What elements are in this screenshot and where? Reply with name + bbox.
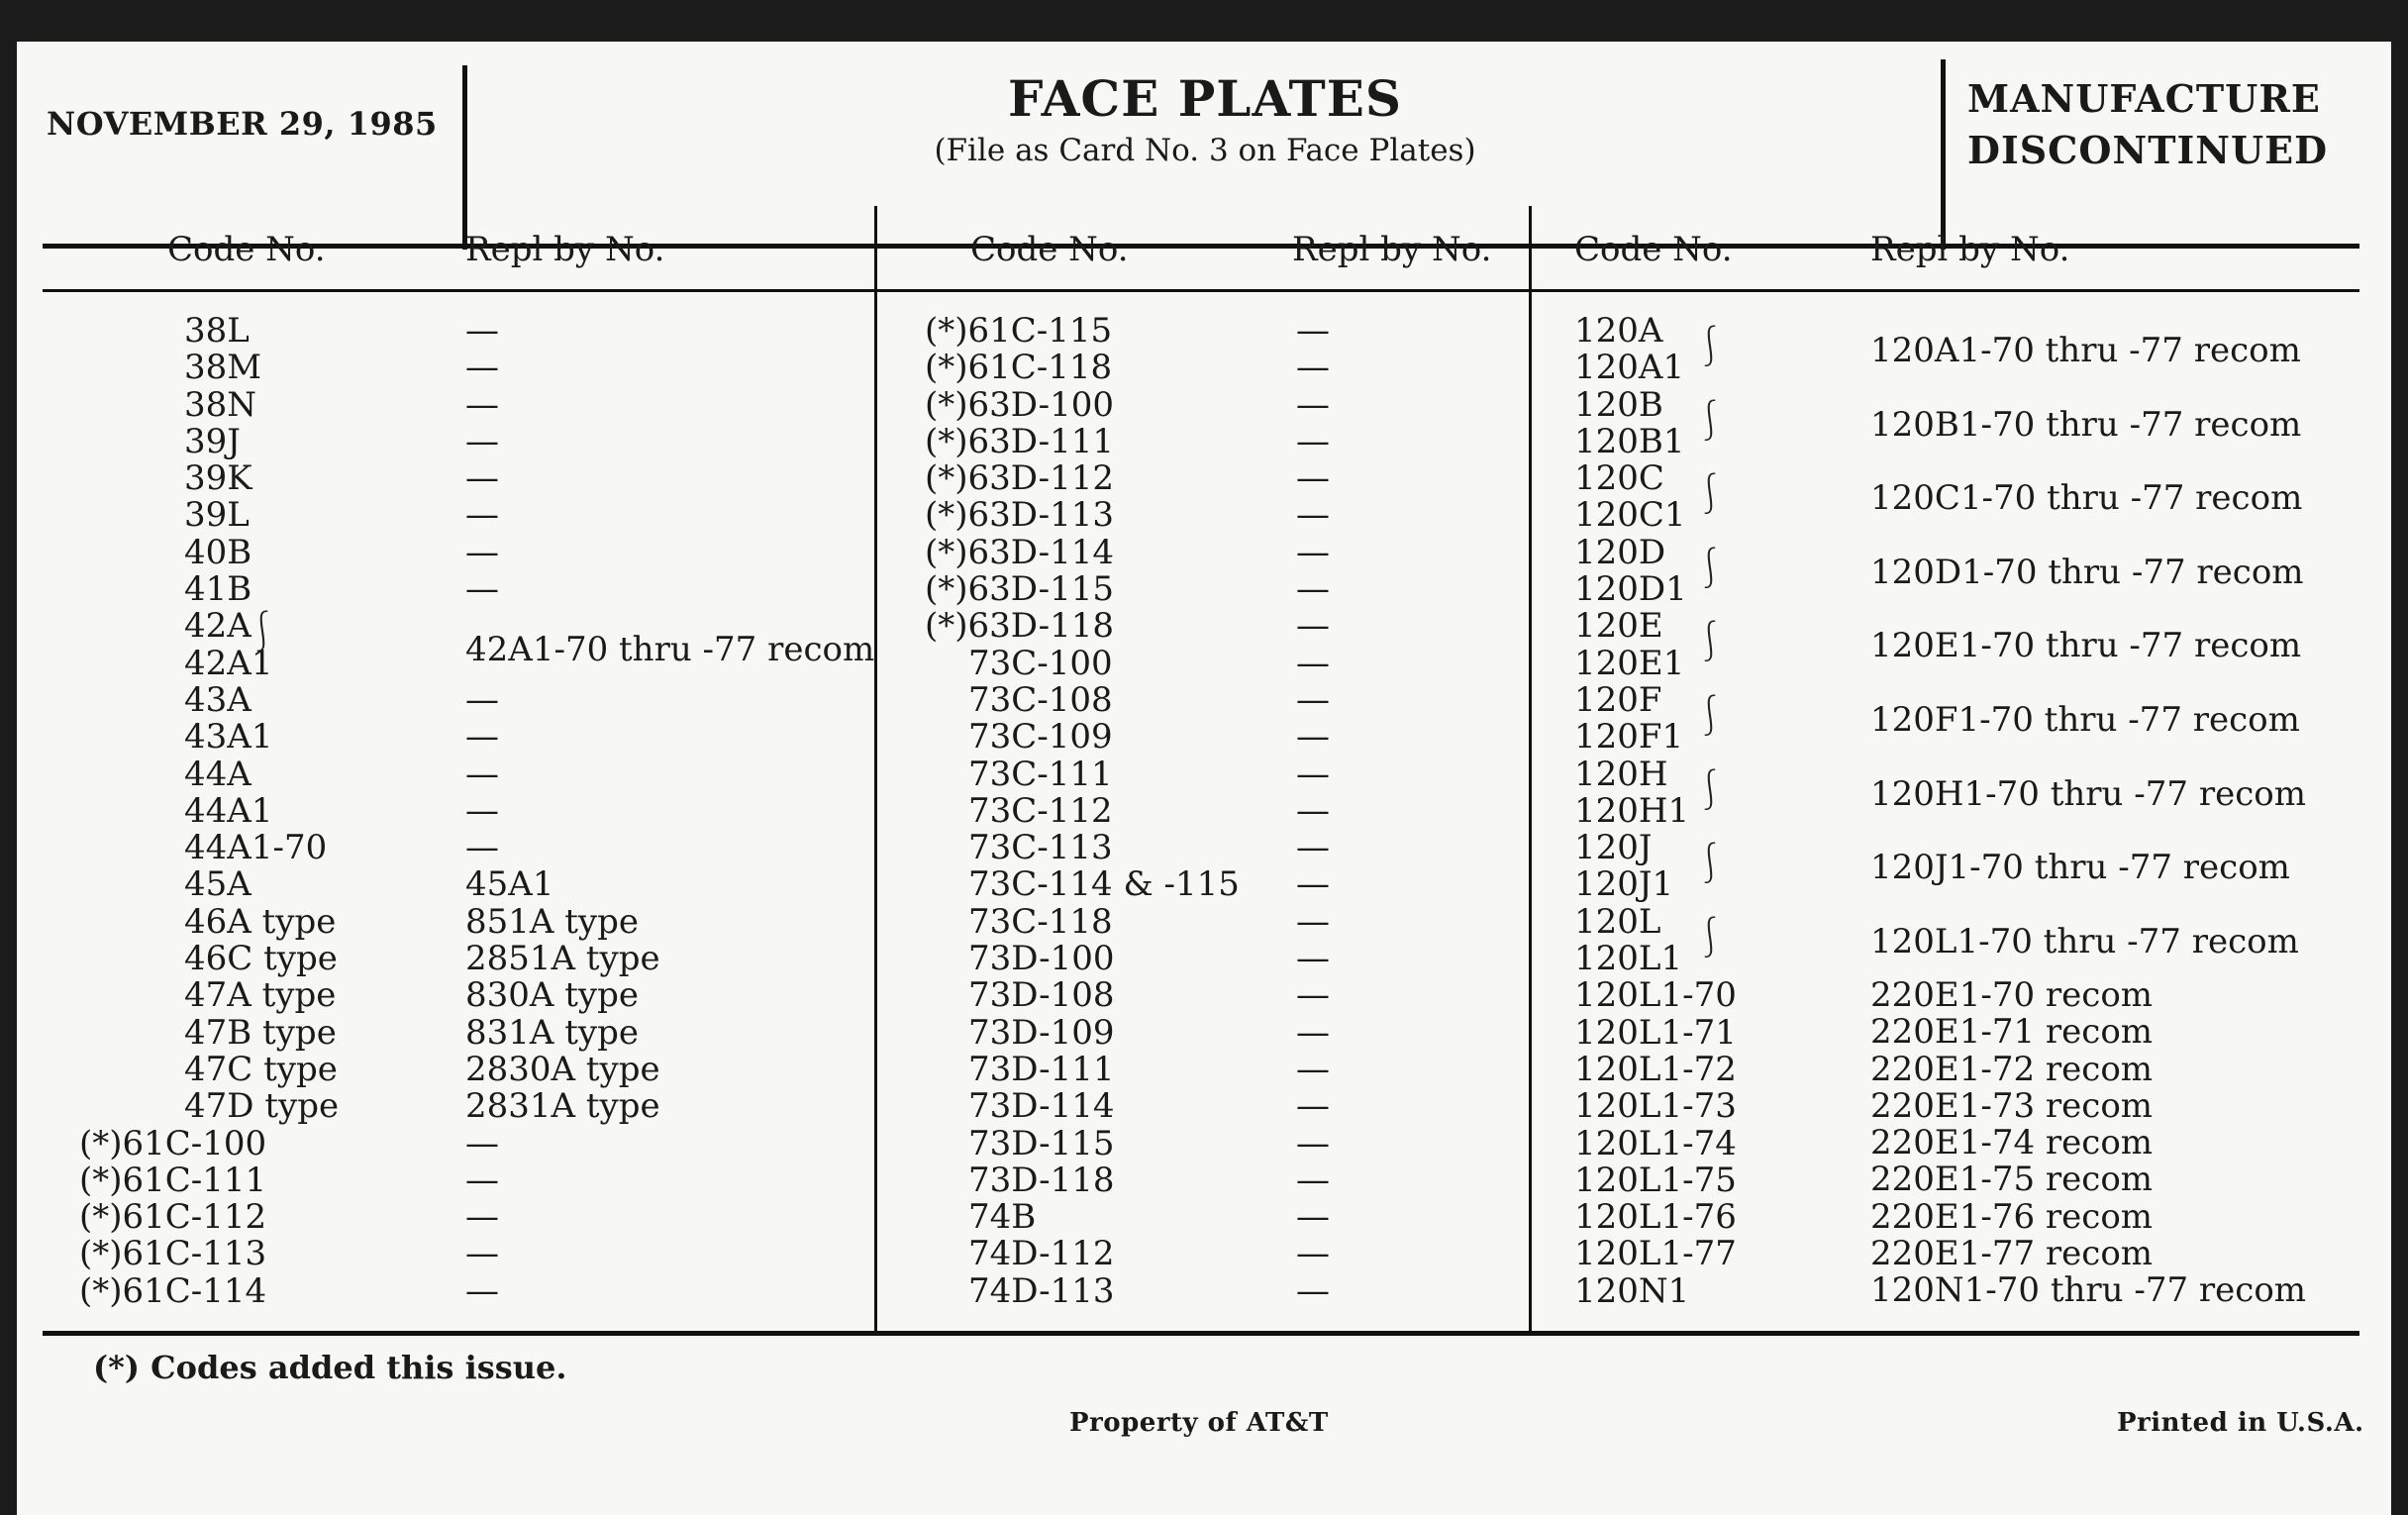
table-cell-repl: — (465, 569, 499, 610)
table-cell-code: 120L1 (1574, 939, 1683, 979)
table-cell-repl: 2831A type (465, 1086, 660, 1127)
table-cell-code: 120L1-76 (1574, 1197, 1737, 1238)
table-cell-repl: — (1296, 828, 1330, 868)
table-cell-repl: — (1296, 458, 1330, 499)
table-cell-code: 73C-100 (968, 643, 1113, 683)
table-cell-code: (*)63D-114 (925, 532, 1115, 572)
table-cell-repl: — (1296, 606, 1330, 647)
table-cell-code: 120E1 (1574, 643, 1685, 683)
table-cell-code: 39J (184, 421, 241, 461)
table-cell-group-repl: 120J1-70 thru -77 recom (1870, 848, 2290, 888)
table-cell-code: (*)63D-112 (925, 458, 1115, 499)
table-cell-repl: 120N1-70 thru -77 recom (1870, 1270, 2307, 1311)
table1-group-repl: 42A1-70 thru -77 recom (465, 630, 875, 669)
table-cell-code: 120L1-72 (1574, 1049, 1737, 1089)
table-cell-code: 46C type (184, 939, 338, 979)
property-notice: Property of AT&T (1069, 1408, 1329, 1438)
table-cell-repl: — (1296, 1012, 1330, 1053)
table-cell-repl: 830A type (465, 975, 640, 1016)
col2-code-header: Code No. (970, 230, 1129, 269)
table-cell-code: 120B (1574, 384, 1663, 425)
brace-icon: ⎰ (1696, 766, 1724, 813)
table-cell-code: 74D-112 (968, 1234, 1115, 1274)
table-cell-repl: — (465, 828, 499, 868)
table-cell-repl: — (1296, 569, 1330, 610)
table-cell-repl: — (1296, 679, 1330, 720)
table-cell-code: 73C-118 (968, 901, 1113, 942)
table-cell-code: (*)63D-111 (925, 421, 1115, 461)
table-cell-group-repl: 120C1-70 thru -77 recom (1870, 478, 2303, 519)
table-cell-repl: — (1296, 532, 1330, 572)
table3-repl-list (1870, 977, 2306, 1310)
table-cell-repl: — (465, 421, 499, 461)
table-cell-code: 120L (1574, 901, 1661, 942)
table-cell-repl: — (1296, 1160, 1330, 1200)
table-cell-repl: — (465, 1270, 499, 1311)
table-cell-code: 73D-109 (968, 1012, 1115, 1053)
table-cell-code: (*)61C-100 (79, 1123, 267, 1163)
col1-code-header: Code No. (167, 230, 326, 269)
table-cell-repl: 220E1-75 recom (1870, 1160, 2154, 1200)
table-cell-code: 73D-100 (968, 939, 1115, 979)
table-cell-repl: — (465, 384, 499, 425)
table-cell-code: (*)61C-115 (925, 311, 1113, 351)
table-cell-repl: — (1296, 1123, 1330, 1163)
table-cell-code: 120B1 (1574, 421, 1685, 461)
table-cell-code: 120D1 (1574, 569, 1687, 610)
table-cell-repl: — (1296, 311, 1330, 351)
table-cell-code: 47A type (184, 975, 337, 1016)
table-cell-code: 120J (1574, 828, 1653, 868)
brace-icon: ⎰ (1696, 693, 1724, 739)
brace-icon: ⎰ (1696, 914, 1724, 960)
table-cell-repl: 45A1 (465, 864, 554, 905)
table-cell-code: (*)63D-118 (925, 606, 1115, 647)
table-cell-repl: — (1296, 643, 1330, 683)
col3-code-header: Code No. (1574, 230, 1733, 269)
table-cell-code: 41B (184, 569, 252, 610)
table-cell-group-repl: 120F1-70 thru -77 recom (1870, 700, 2300, 740)
table-cell-repl: — (465, 311, 499, 351)
table-cell-repl: 220E1-77 recom (1870, 1234, 2154, 1274)
table-cell-code: 74B (968, 1197, 1037, 1238)
table-cell-repl: — (465, 1123, 499, 1163)
table-cell-repl: — (1296, 348, 1330, 388)
table-cell-repl: — (1296, 864, 1330, 905)
table-cell-repl: — (1296, 1197, 1330, 1238)
table-cell-repl: — (465, 790, 499, 831)
table-cell-code: 73D-108 (968, 975, 1115, 1016)
table-cell-code: 40B (184, 532, 252, 572)
table-cell-code: 120E (1574, 606, 1663, 647)
table-cell-code: 120L1-71 (1574, 1012, 1737, 1053)
table-cell-repl: — (1296, 1234, 1330, 1274)
table-cell-repl: — (1296, 384, 1330, 425)
table1-repl-list (465, 313, 660, 1310)
table-cell-code: 73D-111 (968, 1049, 1115, 1089)
col1-repl-header: Repl by No. (465, 230, 665, 269)
table-cell-repl: — (465, 679, 499, 720)
table-cell-code: 120L1-77 (1574, 1234, 1737, 1274)
table-cell-code: 120L1-75 (1574, 1160, 1737, 1200)
table-cell-code: (*)61C-111 (79, 1160, 267, 1200)
catalog-card (17, 42, 2391, 1515)
table-cell-repl: — (465, 495, 499, 536)
brace-icon: ⎰ (249, 609, 276, 655)
table-cell-code: 73D-115 (968, 1123, 1115, 1163)
table-cell-repl: — (465, 1234, 499, 1274)
table-cell-code: 120A1 (1574, 348, 1685, 388)
table-cell-repl: — (1296, 1049, 1330, 1089)
table-cell-code: 120F (1574, 679, 1662, 720)
table-cell-group-repl: 120B1-70 thru -77 recom (1870, 404, 2302, 445)
table-cell-code: 43A1 (184, 717, 273, 758)
header-divider-right (1941, 59, 1946, 250)
table-cell-code: 73C-114 & -115 (968, 864, 1240, 905)
table-divider-1 (874, 206, 877, 1333)
table-cell-code: 43A (184, 679, 251, 720)
table-cell-code: 120H (1574, 754, 1668, 794)
table2-code-list (925, 313, 1240, 1310)
table-cell-code: 47D type (184, 1086, 340, 1127)
table-cell-code: 120L1-70 (1574, 975, 1737, 1016)
table-cell-code: 120N1 (1574, 1270, 1690, 1311)
table-cell-code: (*)63D-113 (925, 495, 1115, 536)
brace-icon: ⎰ (1696, 471, 1724, 518)
table-cell-repl: 220E1-73 recom (1870, 1085, 2154, 1126)
page-title: FACE PLATES (1008, 69, 1402, 128)
table-cell-repl: — (1296, 421, 1330, 461)
table-cell-code: 120D (1574, 532, 1666, 572)
table-cell-code: 73C-112 (968, 790, 1113, 831)
table-cell-code: 45A (184, 864, 251, 905)
table-cell-code: 73C-109 (968, 717, 1113, 758)
table-cell-repl: 220E1-70 recom (1870, 975, 2154, 1015)
table-cell-repl: — (1296, 1270, 1330, 1311)
table-cell-code: 120C1 (1574, 495, 1686, 536)
table-cell-group-repl: 120A1-70 thru -77 recom (1870, 331, 2301, 370)
table-cell-code: 46A type (184, 901, 337, 942)
table-cell-code: 38M (184, 348, 262, 388)
table-cell-code: 39L (184, 495, 250, 536)
table-cell-repl: — (465, 348, 499, 388)
brace-icon: ⎰ (1696, 619, 1724, 665)
table-cell-code: 44A1 (184, 790, 273, 831)
table-cell-code: 38N (184, 384, 257, 425)
table-cell-group-repl: 120D1-70 thru -77 recom (1870, 552, 2304, 592)
table-cell-code: 120J1 (1574, 864, 1674, 905)
table-cell-code: 44A (184, 754, 251, 794)
table-cell-repl: — (1296, 939, 1330, 979)
table-cell-code: 74D-113 (968, 1270, 1115, 1311)
col3-repl-header: Repl by No. (1870, 230, 2070, 269)
table-cell-code: 73C-113 (968, 828, 1113, 868)
table-cell-code: 44A1-70 (184, 828, 328, 868)
table-cell-code: 73D-118 (968, 1160, 1115, 1200)
table-cell-repl: — (1296, 717, 1330, 758)
table-cell-code: (*)61C-114 (79, 1270, 267, 1311)
table-cell-code: (*)61C-112 (79, 1197, 267, 1238)
brace-icon: ⎰ (1696, 324, 1724, 369)
table-cell-code: 120A (1574, 311, 1663, 351)
table-cell-repl: — (465, 754, 499, 794)
brace-icon: ⎰ (1696, 397, 1724, 444)
table-cell-repl: — (1296, 1086, 1330, 1127)
table-cell-group-repl: 120H1-70 thru -77 recom (1870, 773, 2306, 814)
table-cell-code: (*)61C-118 (925, 348, 1113, 388)
table2-repl-list (1296, 313, 1330, 1310)
table-cell-code: 73C-108 (968, 679, 1113, 720)
table-cell-repl: — (465, 717, 499, 758)
table-cell-code: (*)61C-113 (79, 1234, 267, 1274)
table-cell-repl: — (465, 458, 499, 499)
table-cell-code: 39K (184, 458, 252, 499)
table-cell-code: 42A1 (184, 643, 273, 683)
table-cell-repl: — (1296, 975, 1330, 1016)
table-cell-code: (*)63D-100 (925, 384, 1115, 425)
table-bottom-rule (43, 1331, 2359, 1336)
table-cell-code: 47B type (184, 1012, 337, 1053)
table-cell-repl: — (1296, 790, 1330, 831)
status-line-2: DISCONTINUED (1967, 128, 2329, 172)
brace-icon: ⎰ (1696, 545, 1724, 591)
printed-notice: Printed in U.S.A. (2117, 1408, 2364, 1438)
brace-icon: ⎰ (1696, 841, 1724, 887)
column-header-rule (43, 289, 2359, 292)
table-divider-2 (1529, 206, 1532, 1333)
table-cell-repl: — (465, 1160, 499, 1200)
table-cell-repl: 2830A type (465, 1049, 660, 1089)
table-cell-code: 120L1-74 (1574, 1123, 1737, 1163)
table-cell-code: 120C (1574, 458, 1664, 499)
table-cell-repl: 220E1-76 recom (1870, 1196, 2154, 1237)
table-cell-group-repl: 120E1-70 thru -77 recom (1870, 626, 2302, 666)
table-cell-code: 73D-114 (968, 1086, 1115, 1127)
table-cell-repl: 220E1-74 recom (1870, 1123, 2154, 1163)
table-cell-repl: — (1296, 901, 1330, 942)
table-cell-repl: — (465, 532, 499, 572)
table-cell-code: 73C-111 (968, 754, 1113, 794)
table-cell-group-repl: 120L1-70 thru -77 recom (1870, 921, 2299, 961)
table-cell-repl: 220E1-71 recom (1870, 1012, 2154, 1053)
table-cell-code: 120F1 (1574, 717, 1684, 758)
table-cell-code: (*)63D-115 (925, 569, 1115, 610)
table-cell-repl: 851A type (465, 901, 640, 942)
col2-repl-header: Repl by No. (1292, 230, 1492, 269)
issue-date: NOVEMBER 29, 1985 (47, 105, 438, 143)
table-cell-code: 38L (184, 311, 250, 351)
table-cell-repl: — (1296, 754, 1330, 794)
table-cell-repl: — (1296, 495, 1330, 536)
table-cell-repl: — (465, 1197, 499, 1238)
table-cell-code: 120H1 (1574, 790, 1690, 831)
status-line-1: MANUFACTURE (1967, 76, 2321, 121)
table-cell-code: 47C type (184, 1049, 338, 1089)
header-divider-left (462, 65, 467, 250)
footnote: (*) Codes added this issue. (93, 1349, 567, 1386)
table-cell-code: 42A (184, 606, 251, 647)
table-cell-repl: 2851A type (465, 939, 660, 979)
table-cell-repl: 831A type (465, 1012, 640, 1053)
table1-code-list (79, 311, 340, 1311)
page-subtitle: (File as Card No. 3 on Face Plates) (934, 133, 1476, 168)
status-label (1967, 73, 2328, 176)
table-cell-repl: 220E1-72 recom (1870, 1049, 2154, 1089)
table-cell-code: 120L1-73 (1574, 1086, 1737, 1127)
